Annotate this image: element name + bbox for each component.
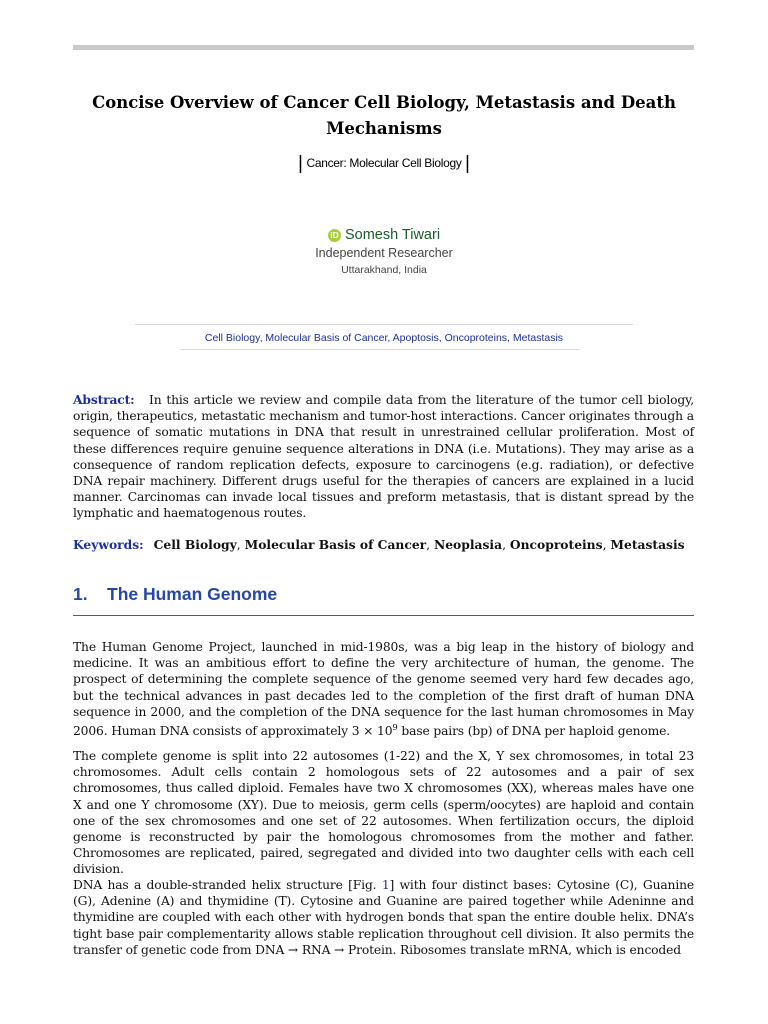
subject-bar-right: | xyxy=(465,153,470,174)
paragraph-2: The complete genome is split into 22 autosomes (1-22) and the X, Y sex chromosomes, in total 23 chromosomes. Adult cells contain 2 homologous sets of 22 autosomes and a pair of sex chromosomes, thus called diploid. Females have two X chromosomes (XX), whereas males have one X and one Y chromosome (XY). Due to meiosis, germ cells (sperm/oocytes) are haploid and contain one of the sex chromosomes and one set of 22 autosomes. When fertilization occurs, the diploid genome is reconstructed by pair the homologous chromosomes from the mother and father. Chromosomes are replicated, paired, segregated and divided into two daughter cells with each cell division. xyxy=(73,749,694,877)
math-expression: 3 × 10 xyxy=(351,724,393,739)
paragraph-1-text-b: base pairs (bp) of DNA per haploid genome. xyxy=(397,724,671,739)
section-rule xyxy=(73,615,694,616)
abstract-label: Abstract: xyxy=(73,392,135,407)
paragraph-3 xyxy=(73,877,694,958)
author-location: Uttarakhand, India xyxy=(341,264,427,276)
paragraph-3-text-a: DNA has a double-stranded helix structure [Fig. xyxy=(73,878,382,892)
paper-title: Concise Overview of Cancer Cell Biology, Metastasis and Death Mechanisms xyxy=(92,93,676,138)
math-exponent: 9 xyxy=(392,723,398,734)
orcid-icon[interactable]: iD xyxy=(328,229,341,242)
figure-link[interactable]: 1 xyxy=(381,878,390,892)
tags-rule-bottom xyxy=(181,349,579,350)
subject-label xyxy=(0,153,768,175)
keyword-item: Molecular Basis of Cancer xyxy=(244,537,427,552)
keyword-item: Metastasis xyxy=(610,537,685,552)
section-heading xyxy=(73,584,694,605)
keyword-item: Neoplasia xyxy=(433,537,503,552)
abstract-text: In this article we review and compile data from the literature of the tumor cell biology, origin, therapeutics, metastatic mechanism and tumor-host interactions. Cancer originates through a sequence of somatic mutations in DNA that result in unrestrained cellular proliferation. Most of these differences require genuine sequence alterations in DNA (i.e. Mutations). They may arise as a consequence of random replication defects, exposure to carcinogens (e.g. radiation), or defective DNA repair machinery. Different drugs useful for the therapies of cancers are explained in a lucid manner. Carcinomas can invade local tissues and preform metastasis, that is distant spread by the lymphatic and haematogenous routes. xyxy=(73,393,694,521)
keyword-item: Cell Biology xyxy=(153,537,237,552)
paragraph-1 xyxy=(73,639,694,739)
section-number: 1. xyxy=(73,584,88,604)
keyword-separator: , xyxy=(426,538,434,552)
keyword-separator: , xyxy=(602,538,611,552)
section-title: The Human Genome xyxy=(107,584,278,604)
tags-rule-top xyxy=(135,324,633,325)
topic-tags[interactable]: Cell Biology, Molecular Basis of Cancer, Apoptosis, Oncoproteins, Metastasis xyxy=(204,332,564,344)
paragraph-3-text-b: ] with four distinct bases: Cytosine (C), Guanine (G), Adenine (A) and thymidine (T). Cytosine and Guanine are paired together while Adeninne and thymidine are coupled with each other with hydrogen bonds that span the entire double helix. DNA’s tight base pair complementarity allows stable replication throughout cell division. It also permits the transfer of genetic code from DNA → RNA → Protein. Ribosomes translate mRNA, which is encoded xyxy=(73,878,694,957)
keywords-label: Keywords: xyxy=(73,537,144,552)
keyword-separator: , xyxy=(502,538,510,552)
subject-bar-left: | xyxy=(298,153,303,174)
author-name[interactable]: Somesh Tiwari xyxy=(344,227,441,243)
author-affiliation: Independent Researcher xyxy=(315,246,453,260)
paragraph-1-text-a: The Human Genome Project, launched in mid-1980s, was a big leap in the history of biology and medicine. It was an ambitious effort to define the very architecture of human, the genome. The prospect of determining the complete sequence of the genome seemed very hard few decades ago, but the technical advances in past decades led to the completion of the first draft of human DNA sequence in 2000, and the completion of the DNA sequence for the last human chromosomes in May 2006. Human DNA consists of approximately xyxy=(73,640,694,739)
keywords xyxy=(73,537,694,553)
top-rule xyxy=(73,45,694,50)
keyword-item: Oncoproteins xyxy=(509,537,603,552)
author-line xyxy=(0,227,768,243)
subject-text: Cancer: Molecular Cell Biology xyxy=(306,156,462,170)
abstract xyxy=(73,392,694,522)
keyword-separator: , xyxy=(236,538,245,552)
